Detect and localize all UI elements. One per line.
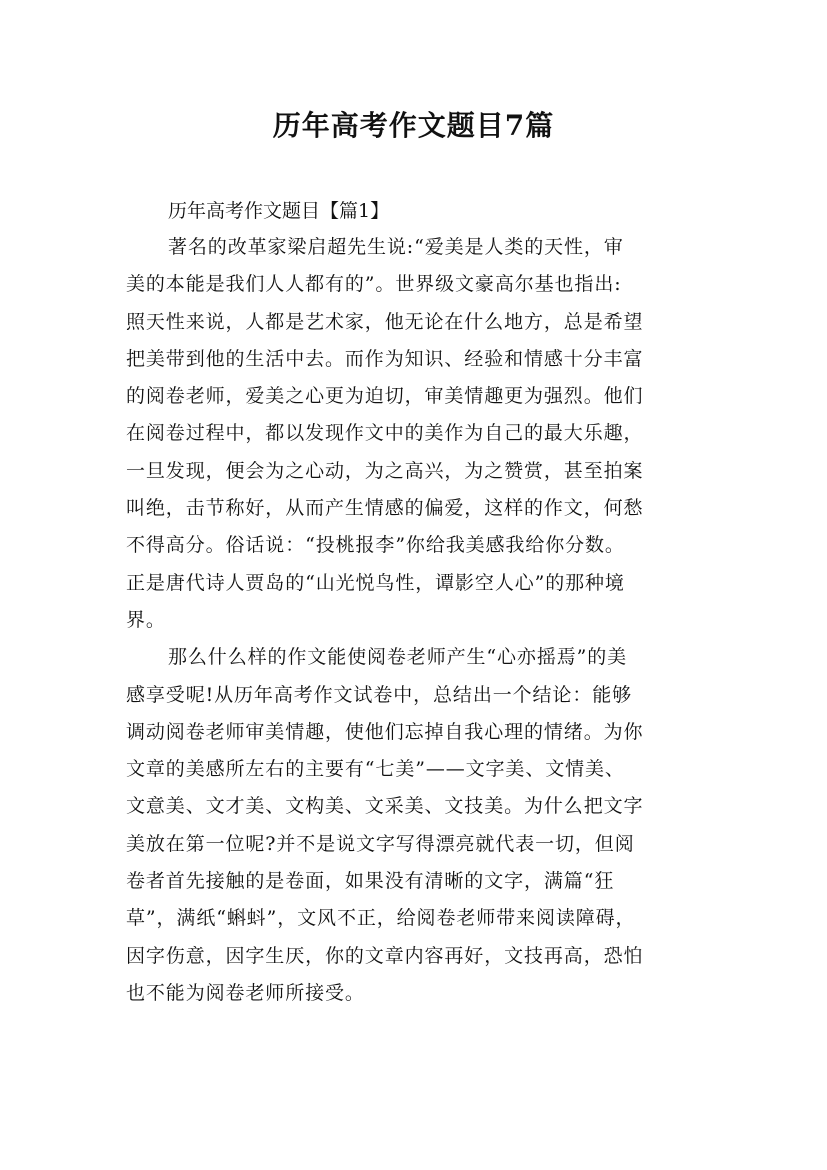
paragraph-line: 美放在第一位呢?并不是说文字写得漂亮就代表一切，但阅	[126, 832, 635, 855]
document-title: 历年高考作文题目7篇	[272, 109, 555, 142]
paragraph-line: 感享受呢!从历年高考作文试卷中，总结出一个结论：能够	[126, 683, 633, 706]
paragraph-line: 叫绝，击节称好，从而产生情感的偏爱，这样的作文，何愁	[126, 497, 644, 520]
paragraph-line: 照天性来说，人都是艺术家，他无论在什么地方，总是希望	[126, 310, 644, 333]
paragraph-line: 卷者首先接触的是卷面，如果没有清晰的文字，满篇“狂	[126, 870, 615, 893]
document-body	[126, 193, 714, 1012]
paragraph-line: 美的本能是我们人人都有的”。世界级文豪高尔基也指出:	[126, 273, 622, 296]
section-heading: 历年高考作文题目【篇1】	[168, 200, 390, 222]
paragraph-line: 草”，满纸“蝌蚪”，文风不正，给阅卷老师带来阅读障碍，	[126, 907, 636, 930]
paragraph-line: 因字伤意，因字生厌，你的文章内容再好，文技再高，恐怕	[126, 944, 644, 967]
paragraph-1	[126, 229, 714, 639]
paragraph-line: 调动阅卷老师审美情趣，使他们忘掉自我心理的情绪。为你	[126, 720, 644, 743]
paragraph-line: 文章的美感所左右的主要有“七美”——文字美、文情美、	[126, 758, 625, 781]
paragraph-line: 一旦发现，便会为之心动，为之高兴，为之赞赏，甚至拍案	[126, 459, 644, 482]
paragraph-line: 著名的改革家梁启超先生说:“爱美是人类的天性，审	[168, 236, 624, 258]
paragraph-line: 的阅卷老师，爱美之心更为迫切，审美情趣更为强烈。他们	[126, 385, 644, 408]
paragraph-line: 文意美、文才美、文构美、文采美、文技美。为什么把文字	[126, 795, 644, 818]
paragraph-line: 界。	[126, 608, 166, 631]
paragraph-2	[126, 639, 714, 1012]
paragraph-line: 把美带到他的生活中去。而作为知识、经验和情感十分丰富	[126, 347, 644, 370]
paragraph-line: 也不能为阅卷老师所接受。	[126, 981, 365, 1004]
paragraph-line: 不得高分。俗话说：“投桃报李”你给我美感我给你分数。	[126, 534, 625, 557]
paragraph-line: 正是唐代诗人贾岛的“山光悦鸟性，谭影空人心”的那种境	[126, 571, 625, 594]
paragraph-line: 那么什么样的作文能使阅卷老师产生“心亦摇焉”的美	[168, 646, 628, 669]
paragraph-line: 在阅卷过程中，都以发现作文中的美作为自己的最大乐趣，	[126, 422, 644, 445]
